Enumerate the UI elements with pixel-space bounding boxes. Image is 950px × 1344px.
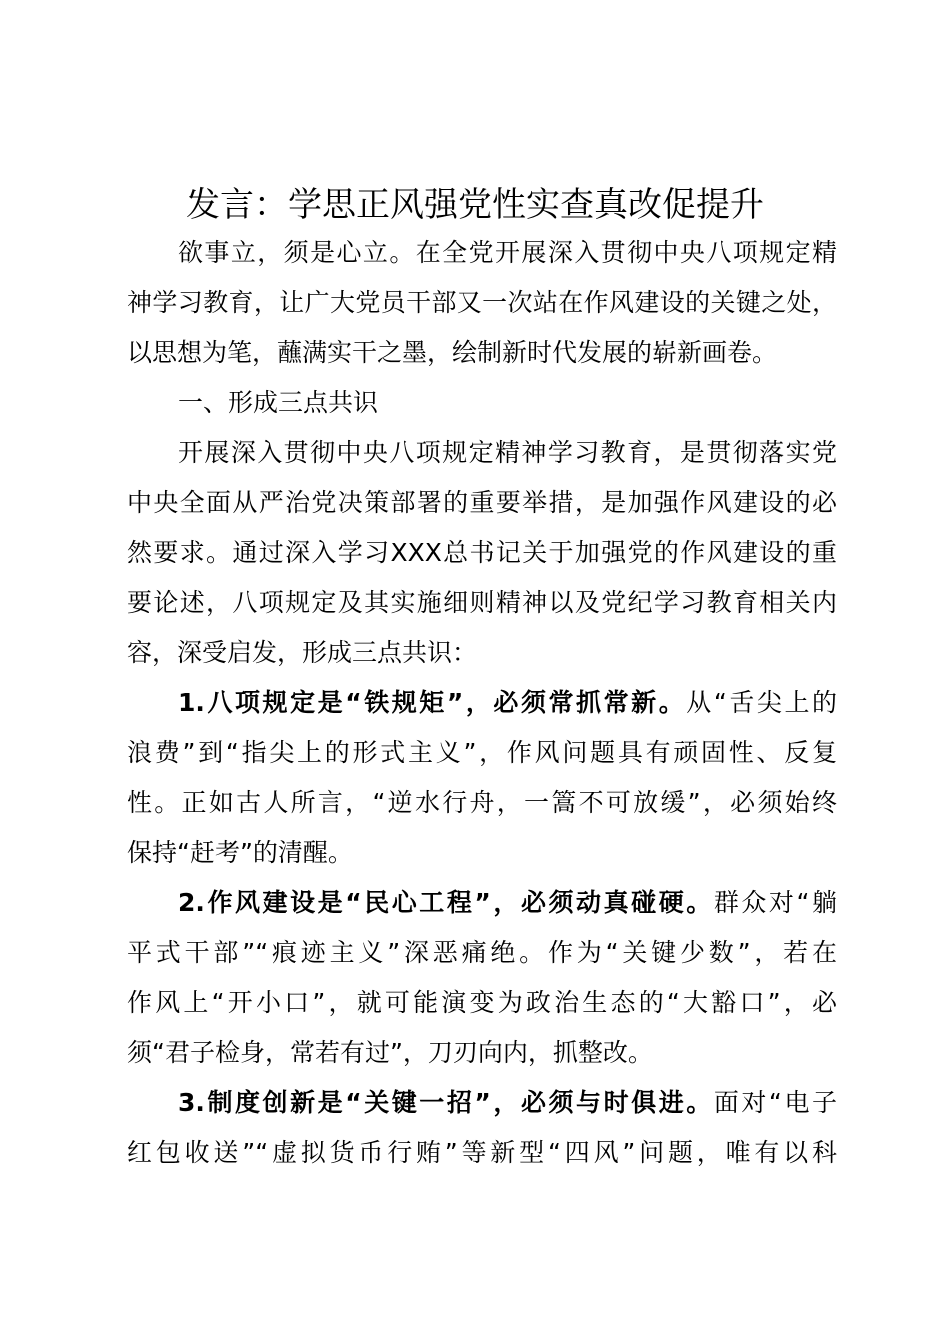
document-title: 发言：学思正风强党性实查真改促提升 bbox=[186, 185, 764, 225]
paragraph-2-line-1: 开展深入贯彻中央八项规定精神学习教育，是贯彻落实党 bbox=[178, 438, 837, 467]
point-1-line-1-rest: 从“舌尖上的 bbox=[686, 688, 838, 717]
point-2-line-3: 作风上“开小口”，就可能演变为政治生态的“大豁口”，必 bbox=[127, 988, 837, 1017]
point-3-line-2: 红包收送”“虚拟货币行贿”等新型“四风”问题，唯有以科 bbox=[127, 1138, 837, 1167]
paragraph-2-line-4: 要论述，八项规定及其实施细则精神以及党纪学习教育相关内 bbox=[127, 588, 837, 617]
document-body bbox=[127, 228, 837, 1178]
point-2-line-2: 平式干部”“痕迹主义”深恶痛绝。作为“关键少数”，若在 bbox=[127, 938, 837, 967]
paragraph-2-line-3: 然要求。通过深入学习XXX总书记关于加强党的作风建设的重 bbox=[127, 538, 837, 567]
point-1-line-2: 浪费”到“指尖上的形式主义”，作风问题具有顽固性、反复 bbox=[127, 738, 837, 767]
section-heading-1: 一、形成三点共识 bbox=[178, 388, 379, 417]
point-3-bold-lead: 3.制度创新是“关键一招”，必须与时俱进。 bbox=[178, 1088, 714, 1117]
point-1-line-4: 保持“赶考”的清醒。 bbox=[127, 838, 353, 867]
point-2-bold-lead: 2.作风建设是“民心工程”，必须动真碰硬。 bbox=[178, 888, 714, 917]
paragraph-1-line-1: 欲事立，须是心立。在全党开展深入贯彻中央八项规定精 bbox=[178, 238, 837, 267]
point-3-line-1 bbox=[127, 1078, 837, 1128]
point-2-line-1-rest: 群众对“躺 bbox=[713, 888, 837, 917]
point-1-line-1 bbox=[127, 678, 837, 728]
point-2-line-1 bbox=[127, 878, 837, 928]
point-1-bold-lead: 1.八项规定是“铁规矩”，必须常抓常新。 bbox=[178, 688, 687, 717]
point-3-line-1-rest: 面对“电子 bbox=[713, 1088, 837, 1117]
point-2-line-4: 须“君子检身，常若有过”，刀刃向内，抓整改。 bbox=[127, 1038, 653, 1067]
paragraph-1-line-3: 以思想为笔，蘸满实干之墨，绘制新时代发展的崭新画卷。 bbox=[127, 338, 778, 367]
paragraph-2-line-5: 容，深受启发，形成三点共识： bbox=[127, 638, 478, 667]
point-1-line-3: 性。正如古人所言，“逆水行舟，一篙不可放缓”，必须始终 bbox=[127, 788, 837, 817]
paragraph-2-line-2: 中央全面从严治党决策部署的重要举措，是加强作风建设的必 bbox=[127, 488, 837, 517]
paragraph-1-line-2: 神学习教育，让广大党员干部又一次站在作风建设的关键之处， bbox=[127, 288, 837, 317]
